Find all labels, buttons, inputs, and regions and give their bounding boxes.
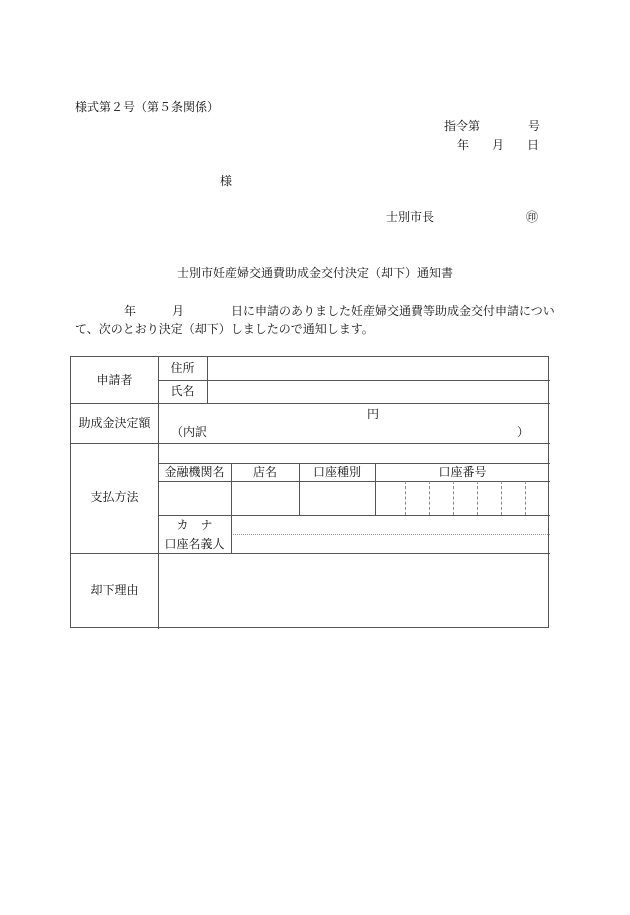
kana-label: カ ナ bbox=[176, 518, 213, 532]
form-number: 様式第２号（第５条関係） bbox=[75, 100, 220, 114]
yen-unit: 円 bbox=[366, 407, 379, 421]
grant-amount-label: 助成金決定額 bbox=[78, 416, 151, 430]
payment-method-label: 支払方法 bbox=[90, 490, 139, 504]
row-divider bbox=[158, 380, 550, 381]
breakdown-close: ） bbox=[517, 425, 530, 439]
date-year-label: 年 bbox=[457, 138, 470, 152]
digit-separator bbox=[525, 481, 526, 515]
order-number-label: 指令第 bbox=[444, 119, 481, 133]
digit-separator bbox=[477, 481, 478, 515]
notification-table bbox=[70, 356, 549, 628]
body-line-1: 日に申請のありました妊産婦交通費等助成金交付申請につい bbox=[231, 304, 555, 318]
digit-separator bbox=[453, 481, 454, 515]
issuer-name: 士別市長 bbox=[386, 210, 435, 224]
addressee-suffix: 様 bbox=[220, 174, 233, 188]
rejection-reason-label: 却下理由 bbox=[90, 583, 139, 597]
body-line-2: て、次のとおり決定（却下）しましたので通知します。 bbox=[75, 322, 374, 336]
address-label: 住所 bbox=[170, 361, 195, 375]
digit-separator bbox=[501, 481, 502, 515]
breakdown-open: （内訳 bbox=[171, 425, 208, 439]
seal-mark: ㊞ bbox=[526, 210, 539, 224]
row-divider bbox=[158, 463, 550, 464]
applicant-label: 申請者 bbox=[96, 373, 133, 387]
document-title: 士別市妊産婦交通費助成金交付決定（却下）通知書 bbox=[176, 266, 453, 280]
body-year-label: 年 bbox=[124, 304, 137, 318]
body-month-label: 月 bbox=[172, 304, 185, 318]
name-label: 氏名 bbox=[170, 384, 195, 398]
row-divider bbox=[71, 443, 550, 444]
date-month-label: 月 bbox=[492, 138, 505, 152]
row-divider bbox=[71, 553, 550, 554]
date-day-label: 日 bbox=[527, 138, 540, 152]
bank-name-header: 金融機関名 bbox=[164, 465, 225, 479]
account-number-header: 口座番号 bbox=[438, 465, 487, 479]
column-divider bbox=[207, 357, 208, 403]
row-divider bbox=[158, 515, 550, 516]
branch-header: 店名 bbox=[252, 465, 277, 479]
digit-separator bbox=[429, 481, 430, 515]
row-divider bbox=[158, 481, 550, 482]
account-type-header: 口座種別 bbox=[312, 465, 361, 479]
digit-separator bbox=[405, 481, 406, 515]
row-divider bbox=[71, 403, 550, 404]
account-holder-label: 口座名義人 bbox=[164, 537, 225, 551]
kana-dotted-divider bbox=[231, 534, 550, 535]
order-number-suffix: 号 bbox=[528, 119, 541, 133]
